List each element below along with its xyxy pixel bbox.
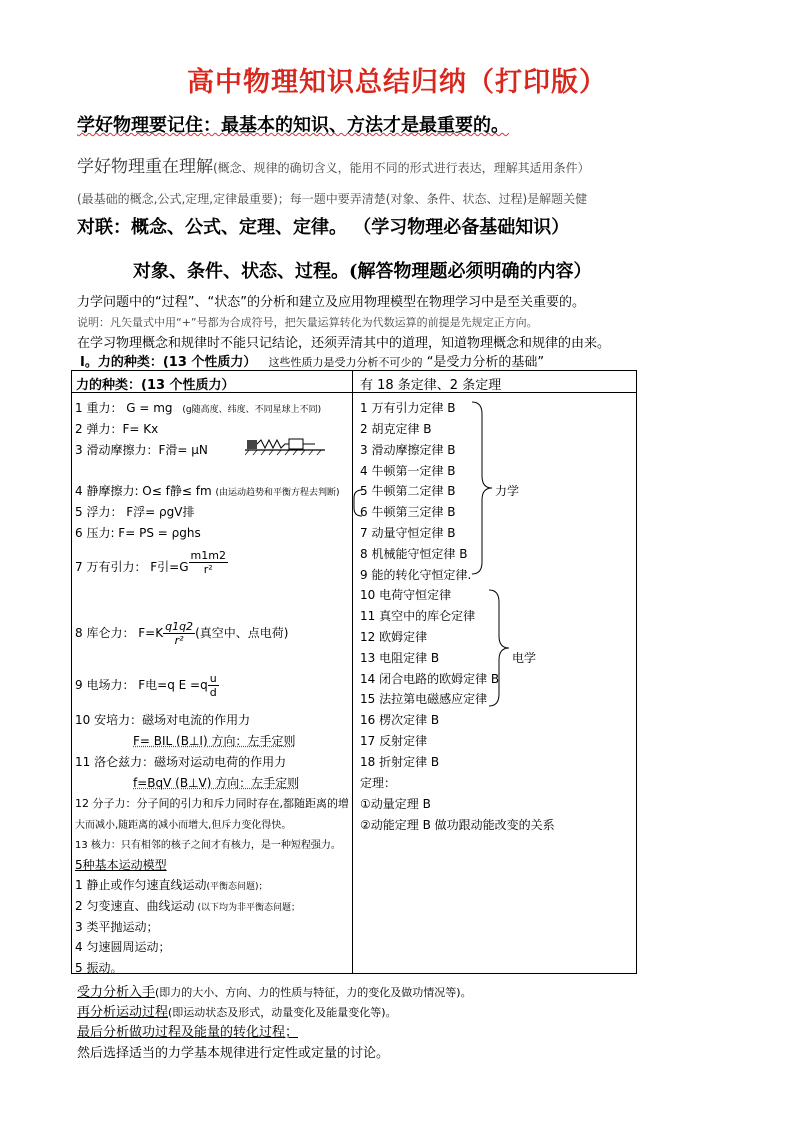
table-divider-vertical: [352, 370, 353, 974]
coulomb-numerator: q1q2: [165, 620, 194, 633]
bottom-step-3-text: 最后分析做功过程及能量的转化过程；: [77, 1025, 299, 1040]
force-molecular-1: 12 分子力：分子间的引力和斥力同时存在,都随距离的增: [75, 797, 349, 810]
force-gravity: [75, 399, 321, 416]
spring-block-icon: [245, 436, 327, 456]
theorem-1: ①动量定理 B: [360, 797, 431, 811]
force-static-friction-note: (由运动趋势和平衡方程去判断): [215, 488, 340, 498]
understand-line: [77, 152, 590, 177]
motto: [77, 111, 509, 137]
force-sliding-friction: 3 滑动摩擦力：F滑= μN: [75, 443, 208, 457]
law-16: 16 楞次定律 B: [360, 713, 440, 727]
law-14: 14 闭合电路的欧姆定律 B: [360, 672, 500, 686]
force-coulomb-tail: (真空中、点电荷): [195, 626, 289, 640]
force-static-friction-text: 4 静摩擦力: O≤ f静≤ fm: [75, 484, 212, 498]
coulomb-fraction: [163, 620, 195, 647]
motion-model-2-note: (以下均为非平衡态问题；: [197, 903, 300, 913]
force-coulomb-text: 8 库仑力： F=K: [75, 626, 164, 640]
law-2: 2 胡克定律 B: [360, 422, 432, 436]
force-electric-text: 9 电场力： F电=q E =q: [75, 678, 208, 692]
electricity-brace-icon: [487, 588, 511, 708]
force-lorentz: 11 洛仑兹力：磁场对运动电荷的作用力: [75, 755, 287, 769]
theorem-2: ②动能定理 B 做功跟动能改变的关系: [360, 818, 555, 832]
table-right-header: 有 18 条定律、2 条定理: [360, 378, 502, 393]
force-buoyancy: 5 浮力： F浮= ρgV排: [75, 505, 195, 519]
mechanics-brace-icon: [470, 400, 494, 576]
law-4: 4 牛顿第一定律 B: [360, 464, 456, 478]
theorems-heading: 定理：: [360, 776, 397, 790]
motion-model-2-text: 2 匀变速直、曲线运动: [75, 899, 195, 913]
paragraph-study: 在学习物理概念和规律时不能只记结论，还须弄清其中的道理，知道物理概念和规律的由来。: [77, 336, 611, 351]
motion-models-heading-text: 5种基本运动模型: [75, 858, 167, 872]
section-heading-lead: Ⅰ。力的种类：(13 个性质力）: [80, 355, 257, 370]
force-lorentz-formula-text: f=BqV (B⊥V) 方向：左手定则: [133, 776, 300, 790]
law-18: 18 折射定律 B: [360, 755, 440, 769]
basic-line: (最基础的概念,公式,定理,定律最重要)；每一题中要弄清楚(对象、条件、状态、过程)是解题关健: [77, 192, 588, 206]
mechanics-label: 力学: [495, 484, 520, 498]
motion-model-3: 3 类平抛运动；: [75, 920, 159, 934]
section-heading: [80, 351, 544, 370]
law-6: 6 牛顿第三定律 B: [360, 505, 456, 519]
force-static-friction: [75, 482, 340, 499]
coulomb-denominator: r²: [174, 634, 184, 647]
law-10: 10 电荷守恒定律: [360, 588, 452, 602]
section-heading-tail: 这些性质力是受力分析不可少的: [268, 356, 423, 369]
force-lorentz-formula: [133, 774, 299, 791]
bottom-step-1: [77, 981, 472, 1000]
paragraph-note: 说明：凡矢量式中用“+”号都为合成符号，把矢量运算转化为代数运算的前提是先规定正方向。: [77, 316, 538, 329]
motion-model-2: [75, 897, 300, 914]
force-electric: [75, 672, 219, 699]
section-heading-quote: “是受力分析的基础”: [426, 355, 545, 370]
force-ampere-formula-text: F= BIL (B⊥I) 方向：左手定则: [133, 734, 296, 748]
force-nuclear: 13 核力：只有相邻的核子之间才有核力，是一种短程强力。: [75, 840, 341, 851]
force-ampere: 10 安培力：磁场对电流的作用力: [75, 713, 251, 727]
force-pressure: 6 压力: F= PS = ρghs: [75, 526, 201, 540]
law-15: 15 法拉第电磁感应定律: [360, 692, 488, 706]
bottom-step-1-lead: 受力分析入手: [77, 985, 156, 1000]
motion-model-4: 4 匀速圆周运动；: [75, 940, 171, 954]
electricity-label: 电学: [512, 651, 537, 665]
page-title: 高中物理知识总结归纳（打印版）: [187, 67, 607, 98]
bottom-step-3: [77, 1021, 298, 1040]
law-17: 17 反射定律: [360, 734, 428, 748]
table-left-header: 力的种类：(13 个性质力）: [76, 378, 235, 393]
bottom-step-2: [77, 1001, 397, 1020]
newton-laws-bracket-icon: [350, 488, 364, 518]
force-molecular-2: 大而减小,随距离的减小而增大,但斥力变化得快。: [75, 820, 292, 831]
law-11: 11 真空中的库仑定律: [360, 609, 476, 623]
force-gravity-note: (g随高度、纬度、不同星球上不同): [182, 405, 322, 415]
paragraph-mechanics-text: 力学问题中的“过程”、“状态”的分析和建立及应用物理模型在物理学习中是至关重要的。: [77, 295, 585, 310]
motion-model-1: [75, 876, 267, 893]
law-3: 3 滑动摩擦定律 B: [360, 443, 456, 457]
bottom-step-2-lead: 再分析运动过程: [77, 1005, 169, 1020]
paragraph-mechanics: [77, 291, 585, 310]
motion-model-1-text: 1 静止或作匀速直线运动: [75, 878, 207, 892]
law-9: 9 能的转化守恒定律.: [360, 568, 472, 582]
bottom-step-4: 然后选择适当的力学基本规律进行定性或定量的讨论。: [77, 1046, 390, 1061]
understand-rest: (概念、规律的确切含义，能用不同的形式进行表达，理解其适用条件）: [213, 161, 590, 175]
gravitation-fraction: [189, 549, 228, 576]
law-12: 12 欧姆定律: [360, 630, 428, 644]
gravitation-denominator: r²: [203, 563, 213, 576]
bottom-step-1-note: (即力的大小、方向、力的性质与特征，力的变化及做功情况等)。: [155, 986, 472, 999]
law-7: 7 动量守恒定律 B: [360, 526, 456, 540]
electric-numerator: u: [209, 672, 217, 685]
electric-fraction: [208, 672, 219, 699]
force-elastic: 2 弹力：F= Kx: [75, 422, 159, 436]
understand-lead: 学好物理重在理解: [77, 157, 213, 177]
law-8: 8 机械能守恒定律 B: [360, 547, 468, 561]
electric-denominator: d: [209, 686, 217, 699]
force-gravity-text: 1 重力： G = mg: [75, 401, 173, 415]
motion-model-5: 5 振动。: [75, 961, 123, 975]
law-5: 5 牛顿第二定律 B: [360, 484, 456, 498]
law-1: 1 万有引力定律 B: [360, 401, 456, 415]
motion-models-heading: [75, 856, 167, 873]
motion-model-1-note: (平衡态问题)；: [206, 882, 268, 892]
bottom-step-2-note: (即运动状态及形式，动量变化及能量变化等)。: [168, 1006, 397, 1019]
couplet-1: 对联：概念、公式、定理、定律。 （学习物理必备基础知识）: [77, 217, 570, 238]
force-coulomb: [75, 620, 288, 647]
force-ampere-formula: [133, 732, 295, 749]
couplet-2: 对象、条件、状态、过程。(解答物理题必须明确的内容）: [133, 261, 592, 282]
force-gravitation-text: 7 万有引力： F引=G: [75, 560, 189, 574]
force-gravitation: [75, 549, 228, 576]
gravitation-numerator: m1m2: [190, 549, 226, 562]
motto-text: 学好物理要记住：最基本的知识、方法才是最重要的。: [77, 115, 509, 136]
law-13: 13 电阻定律 B: [360, 651, 440, 665]
